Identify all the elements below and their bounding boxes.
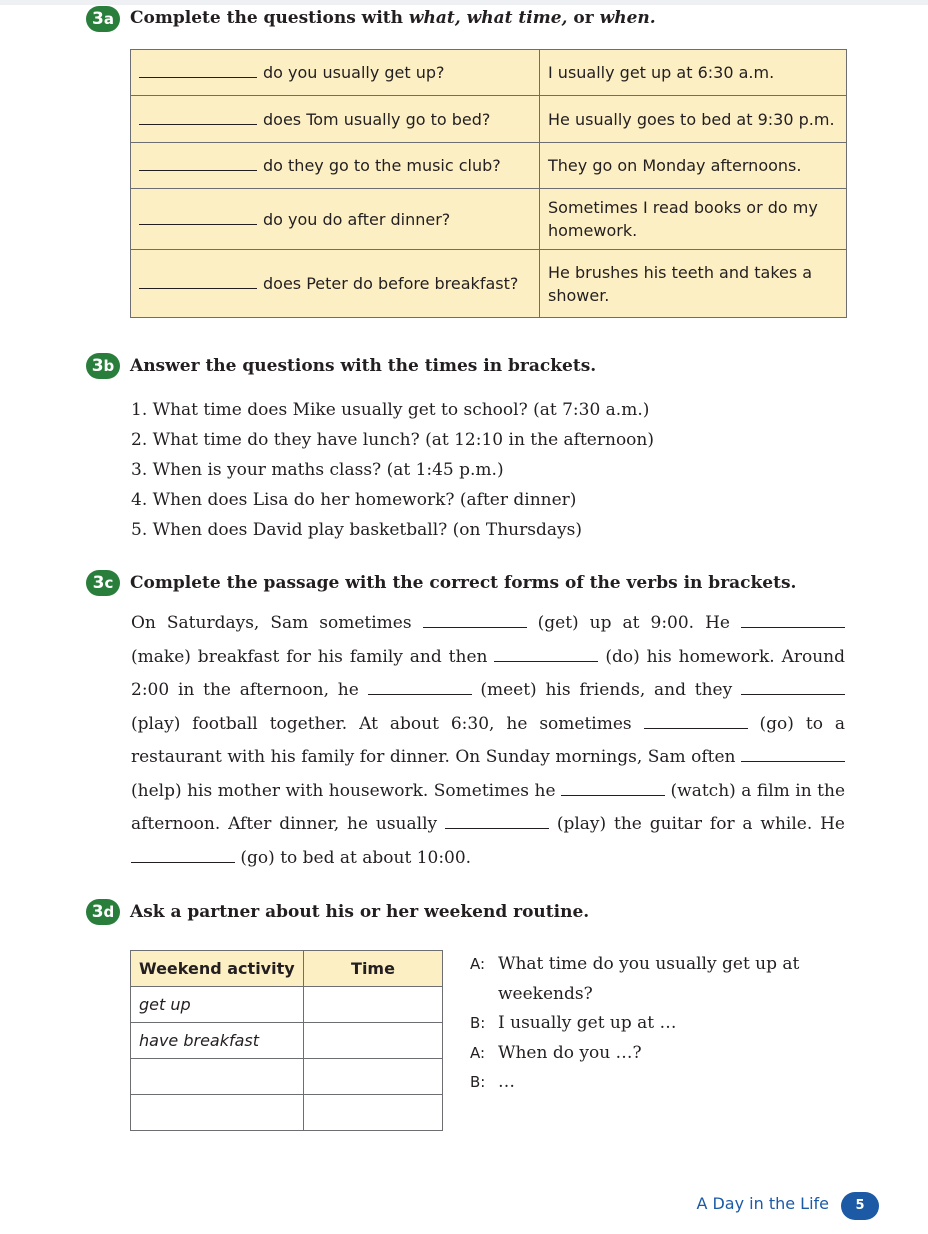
table-row: [131, 1095, 443, 1131]
activity-cell[interactable]: [131, 1095, 304, 1131]
time-cell[interactable]: [304, 987, 443, 1023]
verb-blank[interactable]: [741, 680, 845, 695]
table-row: [131, 250, 847, 318]
column-header-activity: Weekend activity: [131, 951, 304, 987]
dialogue-line: B: I usually get up at …: [470, 1009, 850, 1039]
answer-cell: He usually goes to bed at 9:30 p.m.: [540, 96, 847, 143]
passage-3c: On Saturdays, Sam sometimes (get) up at 9:00. He (make) breakfast for his family and then (do) his homework. Around 2:00 in the afternoon, he (meet) his friends, and they (play) football together. At about 6:30, he sometimes (go) to a restaurant with his family for dinner. On Sunday mornings, Sam often (help) his mother with housework. Sometimes he (watch) a film in the afternoon. After dinner, he usually (play) the guitar for a while. He (go) to bed at about 10:00.: [131, 613, 846, 868]
table-row: [131, 1059, 443, 1095]
answer-blank[interactable]: [139, 63, 257, 78]
question-cell: do you usually get up?: [131, 50, 540, 96]
verb-blank[interactable]: [131, 848, 235, 863]
exercise-badge-3c: 3c: [86, 570, 120, 596]
answer-blank[interactable]: [139, 156, 257, 171]
question-table-3a: [130, 49, 847, 318]
dialogue-line: A: What time do you usually get up at weekends?: [470, 950, 850, 1009]
dialogue-line: B: …: [470, 1068, 850, 1098]
unit-title: A Day in the Life: [696, 1194, 829, 1213]
answer-cell: He brushes his teeth and takes a shower.: [540, 250, 847, 318]
instruction-3c: Complete the passage with the correct forms of the verbs in brackets.: [130, 573, 797, 593]
list-item: 4. When does Lisa do her homework? (after dinner): [131, 490, 577, 510]
question-cell: do they go to the music club?: [131, 143, 540, 189]
list-item: 1. What time does Mike usually get to school? (at 7:30 a.m.): [131, 400, 650, 420]
speaker-label: B:: [470, 1073, 486, 1091]
question-cell: does Peter do before breakfast?: [131, 250, 540, 318]
table-row: [131, 96, 847, 143]
verb-blank[interactable]: [423, 613, 527, 628]
table-row: [131, 189, 847, 250]
verb-blank[interactable]: [494, 647, 598, 662]
instruction-3d: Ask a partner about his or her weekend routine.: [130, 902, 590, 922]
list-item: 2. What time do they have lunch? (at 12:10 in the afternoon): [131, 430, 654, 450]
answer-cell: Sometimes I read books or do my homework.: [540, 189, 847, 250]
activity-cell[interactable]: [131, 1059, 304, 1095]
answer-blank[interactable]: [139, 110, 257, 125]
exercise-badge-3b: 3b: [86, 353, 120, 379]
table-header-row: [131, 951, 443, 987]
time-cell[interactable]: [304, 1059, 443, 1095]
answer-cell: I usually get up at 6:30 a.m.: [540, 50, 847, 96]
list-item: 5. When does David play basketball? (on Thursdays): [131, 520, 582, 540]
question-cell: do you do after dinner?: [131, 189, 540, 250]
instruction-3a: Complete the questions with what, what time, or when.: [130, 8, 656, 28]
activity-cell: have breakfast: [131, 1023, 304, 1059]
verb-blank[interactable]: [644, 714, 748, 729]
activity-cell: get up: [131, 987, 304, 1023]
dialogue-line: A: When do you …?: [470, 1039, 850, 1069]
table-row: [131, 987, 443, 1023]
column-header-time: Time: [304, 951, 443, 987]
verb-blank[interactable]: [741, 747, 845, 762]
answer-cell: They go on Monday afternoons.: [540, 143, 847, 189]
page-number: 5: [841, 1192, 879, 1220]
speaker-label: A:: [470, 1043, 486, 1062]
routine-table-3d: [130, 950, 443, 1131]
answer-blank[interactable]: [139, 210, 257, 225]
verb-blank[interactable]: [445, 814, 549, 829]
answer-blank[interactable]: [139, 274, 257, 289]
verb-blank[interactable]: [741, 613, 845, 628]
verb-blank[interactable]: [561, 781, 665, 796]
top-border: [0, 0, 928, 5]
question-list-3b: [131, 395, 654, 545]
dialogue-3d: [470, 950, 850, 1098]
exercise-badge-3d: 3d: [86, 899, 120, 925]
instruction-3b: Answer the questions with the times in brackets.: [130, 356, 597, 376]
list-item: 3. When is your maths class? (at 1:45 p.m.): [131, 460, 504, 480]
exercise-badge-3a: 3a: [86, 6, 120, 32]
table-row: [131, 50, 847, 96]
speaker-label: B:: [470, 1014, 486, 1032]
speaker-label: A:: [470, 955, 486, 973]
time-cell[interactable]: [304, 1023, 443, 1059]
time-cell[interactable]: [304, 1095, 443, 1131]
table-row: [131, 1023, 443, 1059]
verb-blank[interactable]: [368, 680, 472, 695]
question-cell: does Tom usually go to bed?: [131, 96, 540, 143]
table-row: [131, 143, 847, 189]
